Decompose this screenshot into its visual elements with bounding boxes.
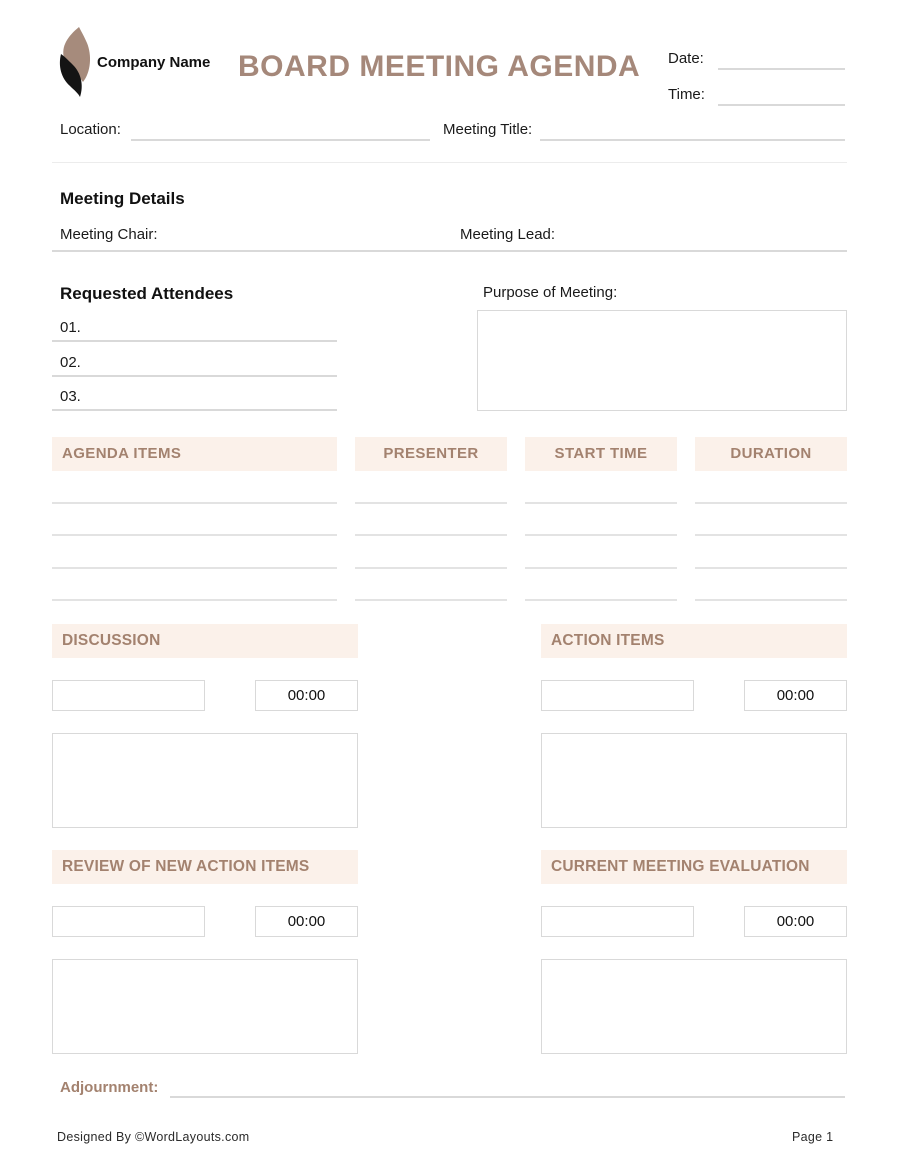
action-items-section xyxy=(541,624,847,828)
presenter-field[interactable] xyxy=(355,504,507,537)
agenda-items-column-header: AGENDA ITEMS xyxy=(52,437,337,471)
meeting-lead-label: Meeting Lead: xyxy=(460,226,556,243)
evaluation-item-field[interactable] xyxy=(541,906,694,937)
meeting-chair-label: Meeting Chair: xyxy=(60,226,158,243)
header-divider xyxy=(52,162,847,163)
location-field-line[interactable] xyxy=(131,139,430,141)
review-notes-box[interactable] xyxy=(52,959,358,1054)
start-time-field[interactable] xyxy=(525,471,677,504)
time-field-line[interactable] xyxy=(718,104,845,106)
discussion-section-header: DISCUSSION xyxy=(52,624,358,658)
company-name: Company Name xyxy=(97,54,211,71)
evaluation-time-field[interactable]: 00:00 xyxy=(744,906,847,937)
evaluation-notes-box[interactable] xyxy=(541,959,847,1054)
action-items-notes-box[interactable] xyxy=(541,733,847,828)
agenda-table-rows xyxy=(52,471,847,601)
page-number: Page 1 xyxy=(792,1130,834,1144)
agenda-item-field[interactable] xyxy=(52,536,337,569)
start-time-field[interactable] xyxy=(525,569,677,602)
purpose-of-meeting-box[interactable] xyxy=(477,310,847,411)
duration-column-header: DURATION xyxy=(695,437,847,471)
duration-field[interactable] xyxy=(695,536,847,569)
adjournment-label: Adjournment: xyxy=(60,1079,159,1096)
company-logo-flame-icon xyxy=(58,27,96,97)
review-new-action-items-section-header: REVIEW OF NEW ACTION ITEMS xyxy=(52,850,358,884)
current-meeting-evaluation-section xyxy=(541,850,847,1054)
discussion-section xyxy=(52,624,358,828)
attendee-number-3: 03. xyxy=(60,388,81,405)
date-label: Date: xyxy=(668,50,704,67)
attendee-field-line-2[interactable] xyxy=(52,375,337,377)
attendee-field-line-1[interactable] xyxy=(52,340,337,342)
start-time-column-header: START TIME xyxy=(525,437,677,471)
presenter-column-header: PRESENTER xyxy=(355,437,507,471)
review-item-field[interactable] xyxy=(52,906,205,937)
purpose-of-meeting-label: Purpose of Meeting: xyxy=(483,284,618,301)
current-meeting-evaluation-section-header: CURRENT MEETING EVALUATION xyxy=(541,850,847,884)
attendee-field-line-3[interactable] xyxy=(52,409,337,411)
meeting-details-divider xyxy=(52,250,847,252)
requested-attendees-heading: Requested Attendees xyxy=(60,284,234,303)
agenda-table-row xyxy=(52,504,847,537)
action-items-item-field[interactable] xyxy=(541,680,694,711)
meeting-title-label: Meeting Title: xyxy=(443,121,533,138)
meeting-title-field-line[interactable] xyxy=(540,139,845,141)
review-time-field[interactable]: 00:00 xyxy=(255,906,358,937)
start-time-field[interactable] xyxy=(525,536,677,569)
attendee-number-2: 02. xyxy=(60,354,81,371)
agenda-table-row xyxy=(52,536,847,569)
duration-field[interactable] xyxy=(695,504,847,537)
discussion-time-field[interactable]: 00:00 xyxy=(255,680,358,711)
presenter-field[interactable] xyxy=(355,569,507,602)
attendee-number-1: 01. xyxy=(60,319,81,336)
time-label: Time: xyxy=(668,86,705,103)
date-field-line[interactable] xyxy=(718,68,845,70)
agenda-item-field[interactable] xyxy=(52,504,337,537)
review-new-action-items-section xyxy=(52,850,358,1054)
agenda-table-row xyxy=(52,569,847,602)
presenter-field[interactable] xyxy=(355,471,507,504)
action-items-time-field[interactable]: 00:00 xyxy=(744,680,847,711)
adjournment-field-line[interactable] xyxy=(170,1096,845,1098)
agenda-item-field[interactable] xyxy=(52,471,337,504)
agenda-item-field[interactable] xyxy=(52,569,337,602)
designed-by-credit: Designed By ©WordLayouts.com xyxy=(57,1130,250,1144)
presenter-field[interactable] xyxy=(355,536,507,569)
discussion-notes-box[interactable] xyxy=(52,733,358,828)
duration-field[interactable] xyxy=(695,471,847,504)
page-title: BOARD MEETING AGENDA xyxy=(238,50,641,83)
meeting-details-heading: Meeting Details xyxy=(60,189,185,208)
agenda-table-row xyxy=(52,471,847,504)
discussion-item-field[interactable] xyxy=(52,680,205,711)
action-items-section-header: ACTION ITEMS xyxy=(541,624,847,658)
start-time-field[interactable] xyxy=(525,504,677,537)
duration-field[interactable] xyxy=(695,569,847,602)
location-label: Location: xyxy=(60,121,121,138)
